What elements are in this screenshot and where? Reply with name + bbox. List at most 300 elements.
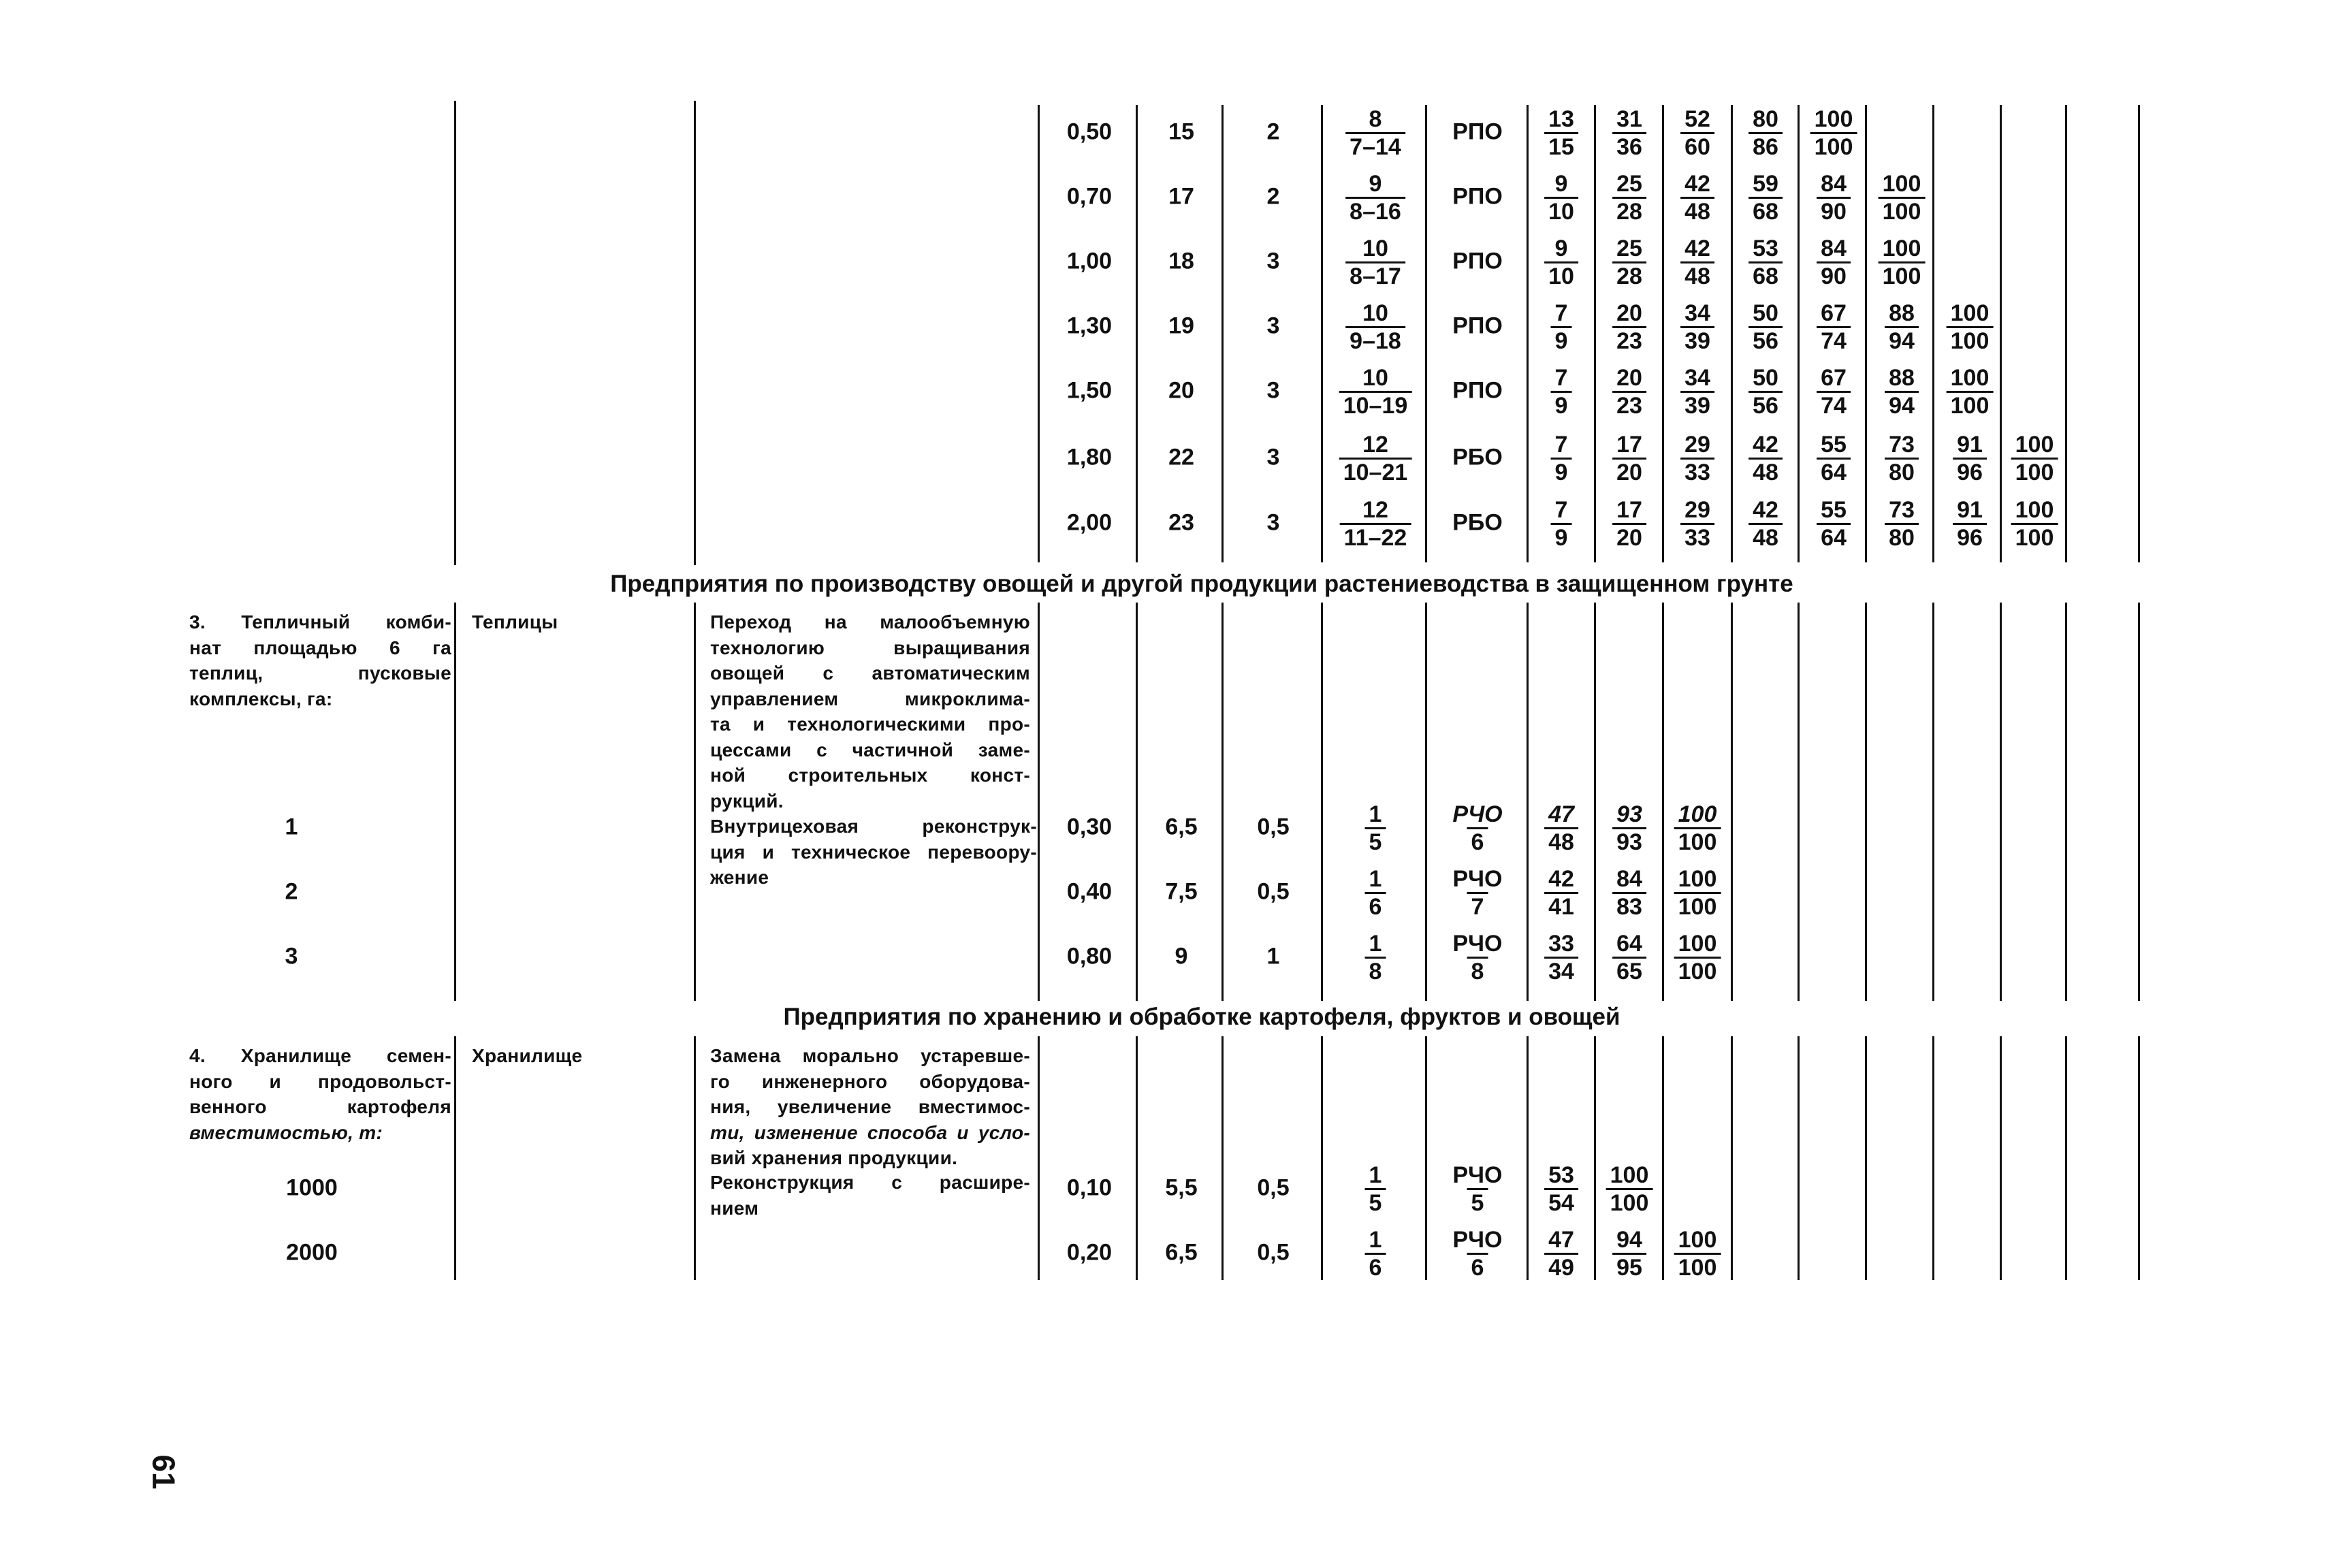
column-rule bbox=[1932, 603, 1934, 1001]
value-3: 3 bbox=[1266, 313, 1280, 339]
fraction-denominator: 9 bbox=[1551, 326, 1572, 354]
fraction-denominator: 9 bbox=[1551, 391, 1572, 419]
fraction-numerator: 73 bbox=[1889, 497, 1915, 523]
value-3: 0,5 bbox=[1257, 1239, 1290, 1266]
value-3: 2 bbox=[1266, 183, 1280, 210]
fraction-denominator: 74 bbox=[1817, 391, 1851, 419]
percent-fraction bbox=[1674, 801, 1721, 855]
fraction-denominator: 5 bbox=[1467, 1188, 1488, 1216]
fraction-numerator: 12 bbox=[1362, 432, 1388, 458]
fraction-denominator: 94 bbox=[1885, 391, 1919, 419]
fraction-numerator: 42 bbox=[1684, 236, 1710, 261]
value-2: 7,5 bbox=[1165, 878, 1198, 905]
percent-fraction bbox=[1544, 171, 1578, 225]
text-line: цессами с частичной заме- bbox=[710, 739, 1030, 761]
percent-fraction bbox=[1612, 1227, 1646, 1281]
fraction-numerator: РЧО bbox=[1452, 801, 1503, 827]
percent-fraction bbox=[1551, 365, 1572, 419]
fraction-numerator: 73 bbox=[1889, 432, 1915, 458]
fraction-numerator: 50 bbox=[1753, 300, 1778, 326]
duration-fraction bbox=[1345, 106, 1405, 160]
fraction-numerator: 42 bbox=[1753, 497, 1778, 523]
column-rule bbox=[1731, 603, 1733, 1001]
fraction-denominator: 94 bbox=[1885, 326, 1919, 354]
percent-fraction bbox=[1817, 497, 1851, 551]
column-rule bbox=[1221, 1036, 1224, 1280]
percent-fraction bbox=[1612, 432, 1646, 485]
fraction-numerator: 47 bbox=[1548, 1227, 1574, 1253]
percent-fraction bbox=[1879, 236, 1926, 289]
fraction-denominator: 48 bbox=[1748, 458, 1783, 485]
section-header-storage: Предприятия по хранению и обработке картофеля, фруктов и овощей bbox=[783, 1004, 1620, 1030]
fraction-denominator: 100 bbox=[1606, 1188, 1653, 1216]
fraction-denominator: 20 bbox=[1612, 523, 1646, 551]
percent-fraction bbox=[1810, 106, 1857, 160]
percent-fraction bbox=[1885, 365, 1919, 419]
value-2: 5,5 bbox=[1165, 1174, 1198, 1201]
text-line: Замена морально устаревше- bbox=[710, 1045, 1030, 1066]
duration-fraction bbox=[1339, 365, 1412, 419]
percent-fraction bbox=[1544, 236, 1578, 289]
fraction-numerator: 12 bbox=[1362, 497, 1388, 523]
value-2: 9 bbox=[1175, 943, 1188, 970]
column-rule bbox=[1038, 105, 1040, 562]
percent-fraction bbox=[1817, 432, 1851, 485]
percent-fraction bbox=[1612, 931, 1646, 985]
value-1: 0,30 bbox=[1066, 814, 1113, 840]
value-1: 1,50 bbox=[1066, 377, 1113, 404]
column-rule bbox=[2065, 1036, 2067, 1280]
fraction-numerator: 25 bbox=[1616, 171, 1642, 197]
fraction-numerator: 100 bbox=[1950, 365, 1990, 391]
column-rule bbox=[1425, 1036, 1427, 1280]
fraction-denominator: 41 bbox=[1544, 892, 1578, 920]
value-2: 15 bbox=[1168, 118, 1194, 145]
percent-fraction bbox=[1544, 931, 1578, 985]
method-code: РПО bbox=[1452, 377, 1503, 404]
fraction-numerator: 80 bbox=[1753, 106, 1778, 132]
fraction-denominator: 9 bbox=[1551, 523, 1572, 551]
section-header-greenhouse: Предприятия по производству овощей и другой продукции растениеводства в защищенном грунте bbox=[610, 571, 1793, 597]
fraction-numerator: РЧО bbox=[1452, 1162, 1503, 1188]
duration-fraction bbox=[1340, 497, 1411, 551]
value-1: 0,10 bbox=[1066, 1174, 1113, 1201]
percent-fraction bbox=[1680, 432, 1714, 485]
fraction-numerator: 88 bbox=[1889, 365, 1915, 391]
value-3: 3 bbox=[1266, 377, 1280, 404]
fraction-denominator: 33 bbox=[1680, 523, 1714, 551]
fraction-numerator: 94 bbox=[1616, 1227, 1642, 1253]
text-line: технологию выращивания bbox=[710, 637, 1030, 658]
percent-fraction bbox=[1817, 365, 1851, 419]
column-rule bbox=[1425, 603, 1427, 1001]
fraction-numerator: 17 bbox=[1616, 497, 1642, 523]
percent-fraction bbox=[2011, 432, 2058, 485]
fraction-numerator: 100 bbox=[2015, 497, 2054, 523]
fraction-denominator: 83 bbox=[1612, 892, 1646, 920]
value-3: 3 bbox=[1266, 509, 1280, 536]
duration-fraction bbox=[1345, 300, 1405, 354]
column-rule bbox=[2000, 1036, 2002, 1280]
fraction-denominator: 100 bbox=[1879, 261, 1926, 289]
value-1: 0,50 bbox=[1066, 118, 1113, 145]
fraction-denominator: 39 bbox=[1680, 326, 1714, 354]
fraction-denominator: 54 bbox=[1544, 1188, 1578, 1216]
value-2: 18 bbox=[1168, 248, 1194, 274]
method-fraction bbox=[1448, 1162, 1506, 1216]
value-2: 20 bbox=[1168, 377, 1194, 404]
percent-fraction bbox=[1680, 236, 1714, 289]
fraction-denominator: 39 bbox=[1680, 391, 1714, 419]
measure-description-2 bbox=[710, 1170, 1030, 1221]
fraction-numerator: 88 bbox=[1889, 300, 1915, 326]
value-1: 1,80 bbox=[1066, 444, 1113, 470]
fraction-denominator: 8 bbox=[1467, 957, 1488, 985]
column-rule bbox=[2138, 1036, 2140, 1280]
fraction-numerator: 10 bbox=[1362, 365, 1388, 391]
column-rule bbox=[1662, 1036, 1664, 1280]
text-line: ния, увеличение вместимос- bbox=[710, 1096, 1030, 1117]
column-rule bbox=[1594, 105, 1596, 562]
fraction-denominator: 100 bbox=[1947, 326, 1994, 354]
fraction-numerator: 25 bbox=[1616, 236, 1642, 261]
percent-fraction bbox=[2011, 497, 2058, 551]
column-rule bbox=[1136, 1036, 1138, 1280]
duration-fraction bbox=[1365, 931, 1386, 985]
fraction-denominator: 48 bbox=[1544, 827, 1578, 855]
fraction-numerator: 42 bbox=[1753, 432, 1778, 458]
fraction-numerator: 59 bbox=[1753, 171, 1778, 197]
column-rule bbox=[454, 101, 456, 565]
fraction-denominator: 23 bbox=[1612, 326, 1646, 354]
column-rule bbox=[694, 603, 696, 1001]
fraction-numerator: 1 bbox=[1369, 1162, 1382, 1188]
fraction-numerator: 100 bbox=[1678, 801, 1717, 827]
percent-fraction bbox=[1680, 171, 1714, 225]
fraction-numerator: 9 bbox=[1369, 171, 1382, 197]
percent-fraction bbox=[1544, 1227, 1578, 1281]
percent-fraction bbox=[1674, 866, 1721, 920]
fraction-denominator: 36 bbox=[1612, 132, 1646, 160]
fraction-numerator: 7 bbox=[1554, 497, 1568, 523]
object-title bbox=[189, 1043, 451, 1145]
fraction-numerator: 1 bbox=[1369, 931, 1382, 957]
column-rule bbox=[1662, 603, 1664, 1001]
duration-fraction bbox=[1365, 866, 1386, 920]
value-1: 1,00 bbox=[1066, 248, 1113, 274]
fraction-numerator: 17 bbox=[1616, 432, 1642, 458]
fraction-numerator: 100 bbox=[1882, 236, 1921, 261]
duration-fraction bbox=[1345, 171, 1405, 225]
percent-fraction bbox=[1947, 365, 1994, 419]
column-rule bbox=[1798, 1036, 1800, 1280]
percent-fraction bbox=[1612, 365, 1646, 419]
percent-fraction bbox=[1680, 365, 1714, 419]
percent-fraction bbox=[1879, 171, 1926, 225]
row-label: 1 bbox=[285, 814, 298, 840]
text-line: нат площадью 6 га bbox=[189, 637, 451, 658]
text-line: нием bbox=[710, 1197, 759, 1219]
text-line: та и технологическими про- bbox=[710, 714, 1030, 735]
fraction-numerator: 52 bbox=[1684, 106, 1710, 132]
text-line: 4. Хранилище семен- bbox=[189, 1045, 451, 1066]
text-line: теплиц, пусковые bbox=[189, 662, 451, 684]
fraction-denominator: 56 bbox=[1748, 326, 1783, 354]
column-rule bbox=[2065, 105, 2067, 562]
fraction-numerator: 64 bbox=[1616, 931, 1642, 957]
object-type: Теплицы bbox=[472, 611, 558, 633]
fraction-denominator: 9 bbox=[1551, 458, 1572, 485]
fraction-numerator: 100 bbox=[2015, 432, 2054, 458]
value-2: 6,5 bbox=[1165, 814, 1198, 840]
percent-fraction bbox=[1748, 106, 1783, 160]
column-rule bbox=[1527, 603, 1529, 1001]
fraction-denominator: 68 bbox=[1748, 197, 1783, 225]
fraction-numerator: 67 bbox=[1821, 300, 1847, 326]
fraction-numerator: 31 bbox=[1616, 106, 1642, 132]
column-rule bbox=[2000, 603, 2002, 1001]
method-fraction bbox=[1448, 866, 1506, 920]
page-number: 61 bbox=[146, 1454, 182, 1490]
text-line: Внутрицеховая реконструк- bbox=[710, 816, 1037, 837]
percent-fraction bbox=[1748, 497, 1783, 551]
column-rule bbox=[1865, 603, 1867, 1001]
percent-fraction bbox=[1680, 300, 1714, 354]
value-3: 0,5 bbox=[1257, 1174, 1290, 1201]
fraction-denominator: 6 bbox=[1467, 827, 1488, 855]
text-line: ти, изменение способа и усло- bbox=[710, 1121, 1030, 1143]
fraction-denominator: 90 bbox=[1817, 261, 1851, 289]
value-3: 3 bbox=[1266, 444, 1280, 470]
fraction-denominator: 8–17 bbox=[1345, 261, 1405, 289]
text-line: ной строительных конст- bbox=[710, 765, 1030, 786]
fraction-denominator: 100 bbox=[1674, 827, 1721, 855]
fraction-numerator: 10 bbox=[1362, 300, 1388, 326]
fraction-denominator: 10–19 bbox=[1339, 391, 1412, 419]
fraction-numerator: 7 bbox=[1554, 365, 1568, 391]
column-rule bbox=[1932, 1036, 1934, 1280]
fraction-denominator: 23 bbox=[1612, 391, 1646, 419]
fraction-denominator: 100 bbox=[1879, 197, 1926, 225]
fraction-numerator: 13 bbox=[1548, 106, 1574, 132]
fraction-numerator: 33 bbox=[1548, 931, 1574, 957]
fraction-numerator: 7 bbox=[1554, 300, 1568, 326]
fraction-denominator: 100 bbox=[2011, 523, 2058, 551]
fraction-numerator: 100 bbox=[1950, 300, 1990, 326]
column-rule bbox=[1321, 603, 1323, 1001]
fraction-numerator: 100 bbox=[1882, 171, 1921, 197]
row-label: 3 bbox=[285, 943, 298, 970]
row-label: 2 bbox=[285, 878, 298, 905]
value-2: 6,5 bbox=[1165, 1239, 1198, 1266]
percent-fraction bbox=[1544, 106, 1578, 160]
fraction-numerator: 100 bbox=[1610, 1162, 1649, 1188]
value-2: 17 bbox=[1168, 183, 1194, 210]
fraction-numerator: 100 bbox=[1678, 1227, 1717, 1253]
percent-fraction bbox=[1680, 497, 1714, 551]
fraction-numerator: 53 bbox=[1548, 1162, 1574, 1188]
fraction-denominator: 48 bbox=[1680, 261, 1714, 289]
percent-fraction bbox=[1544, 801, 1578, 855]
text-line: овощей с автоматическим bbox=[710, 662, 1030, 684]
percent-fraction bbox=[1817, 300, 1851, 354]
fraction-numerator: 67 bbox=[1821, 365, 1847, 391]
fraction-denominator: 68 bbox=[1748, 261, 1783, 289]
text-line: жение bbox=[710, 867, 769, 888]
value-1: 0,40 bbox=[1066, 878, 1113, 905]
percent-fraction bbox=[1748, 365, 1783, 419]
percent-fraction bbox=[1612, 300, 1646, 354]
method-code: РПО bbox=[1452, 183, 1503, 210]
fraction-numerator: 55 bbox=[1821, 432, 1847, 458]
value-2: 19 bbox=[1168, 313, 1194, 339]
fraction-numerator: 93 bbox=[1616, 801, 1642, 827]
fraction-denominator: 48 bbox=[1748, 523, 1783, 551]
value-1: 0,20 bbox=[1066, 1239, 1113, 1266]
fraction-denominator: 93 bbox=[1612, 827, 1646, 855]
fraction-denominator: 74 bbox=[1817, 326, 1851, 354]
fraction-numerator: 20 bbox=[1616, 365, 1642, 391]
percent-fraction bbox=[1551, 300, 1572, 354]
fraction-denominator: 80 bbox=[1885, 458, 1919, 485]
fraction-numerator: 53 bbox=[1753, 236, 1778, 261]
fraction-numerator: 7 bbox=[1554, 432, 1568, 458]
percent-fraction bbox=[1885, 497, 1919, 551]
value-1: 0,80 bbox=[1066, 943, 1113, 970]
percent-fraction bbox=[1953, 432, 1987, 485]
method-code: РПО bbox=[1452, 118, 1503, 145]
column-rule bbox=[1038, 1036, 1040, 1280]
column-rule bbox=[1425, 105, 1427, 562]
fraction-denominator: 9–18 bbox=[1345, 326, 1405, 354]
percent-fraction bbox=[1748, 300, 1783, 354]
method-code: РПО bbox=[1452, 248, 1503, 274]
percent-fraction bbox=[1612, 106, 1646, 160]
fraction-numerator: 91 bbox=[1957, 432, 1983, 458]
column-rule bbox=[1594, 603, 1596, 1001]
fraction-numerator: 100 bbox=[1814, 106, 1853, 132]
percent-fraction bbox=[1817, 236, 1851, 289]
percent-fraction bbox=[1817, 171, 1851, 225]
duration-fraction bbox=[1365, 1227, 1386, 1281]
text-line: вий хранения продукции. bbox=[710, 1147, 958, 1168]
column-rule bbox=[1136, 603, 1138, 1001]
percent-fraction bbox=[1606, 1162, 1653, 1216]
percent-fraction bbox=[1885, 300, 1919, 354]
fraction-denominator: 100 bbox=[1947, 391, 1994, 419]
text-line: рукций. bbox=[710, 790, 784, 812]
fraction-denominator: 6 bbox=[1365, 892, 1386, 920]
percent-fraction bbox=[1612, 236, 1646, 289]
value-3: 1 bbox=[1266, 943, 1280, 970]
fraction-denominator: 95 bbox=[1612, 1253, 1646, 1281]
column-rule bbox=[694, 101, 696, 565]
value-2: 22 bbox=[1168, 444, 1194, 470]
column-rule bbox=[1594, 1036, 1596, 1280]
fraction-numerator: 47 bbox=[1548, 801, 1574, 827]
fraction-denominator: 64 bbox=[1817, 458, 1851, 485]
fraction-denominator: 28 bbox=[1612, 197, 1646, 225]
fraction-denominator: 100 bbox=[1810, 132, 1857, 160]
fraction-denominator: 15 bbox=[1544, 132, 1578, 160]
fraction-denominator: 56 bbox=[1748, 391, 1783, 419]
column-rule bbox=[1865, 105, 1867, 562]
column-rule bbox=[2138, 105, 2140, 562]
column-rule bbox=[1321, 105, 1323, 562]
column-rule bbox=[1731, 105, 1733, 562]
fraction-denominator: 5 bbox=[1365, 827, 1386, 855]
column-rule bbox=[1527, 1036, 1529, 1280]
fraction-numerator: 1 bbox=[1369, 1227, 1382, 1253]
fraction-numerator: 100 bbox=[1678, 866, 1717, 892]
fraction-denominator: 96 bbox=[1953, 458, 1987, 485]
percent-fraction bbox=[1612, 866, 1646, 920]
measure-description-2 bbox=[710, 814, 1037, 891]
column-rule bbox=[1798, 105, 1800, 562]
column-rule bbox=[2000, 105, 2002, 562]
measure-description bbox=[710, 1043, 1030, 1171]
fraction-denominator: 6 bbox=[1467, 1253, 1488, 1281]
percent-fraction bbox=[1612, 171, 1646, 225]
text-line: ного и продовольст- bbox=[189, 1070, 451, 1092]
text-line: Переход на малообъемную bbox=[710, 611, 1030, 633]
method-fraction bbox=[1448, 1227, 1506, 1281]
percent-fraction bbox=[1748, 236, 1783, 289]
column-rule bbox=[1662, 105, 1664, 562]
percent-fraction bbox=[1947, 300, 1994, 354]
value-1: 1,30 bbox=[1066, 313, 1113, 339]
percent-fraction bbox=[1674, 1227, 1721, 1281]
text-line: 3. Тепличный комби- bbox=[189, 611, 451, 633]
text-line: комплексы, га: bbox=[189, 688, 333, 709]
percent-fraction bbox=[1551, 497, 1572, 551]
fraction-denominator: 20 bbox=[1612, 458, 1646, 485]
percent-fraction bbox=[1748, 171, 1783, 225]
fraction-numerator: 84 bbox=[1821, 171, 1847, 197]
text-line: венного картофеля bbox=[189, 1096, 451, 1117]
fraction-numerator: РЧО bbox=[1452, 1227, 1503, 1253]
fraction-denominator: 90 bbox=[1817, 197, 1851, 225]
percent-fraction bbox=[1748, 432, 1783, 485]
text-line: ция и техническое перевоору- bbox=[710, 841, 1037, 863]
fraction-denominator: 11–22 bbox=[1340, 523, 1411, 551]
percent-fraction bbox=[1953, 497, 1987, 551]
percent-fraction bbox=[1885, 432, 1919, 485]
text-line: Реконструкция с расшире- bbox=[710, 1172, 1030, 1193]
method-fraction bbox=[1448, 801, 1506, 855]
fraction-denominator: 6 bbox=[1365, 1253, 1386, 1281]
object-type: Хранилище bbox=[472, 1045, 583, 1066]
fraction-numerator: 50 bbox=[1753, 365, 1778, 391]
fraction-denominator: 5 bbox=[1365, 1188, 1386, 1216]
column-rule bbox=[694, 1036, 696, 1280]
column-rule bbox=[1038, 603, 1040, 1001]
fraction-denominator: 49 bbox=[1544, 1253, 1578, 1281]
row-label: 2000 bbox=[286, 1239, 338, 1266]
percent-fraction bbox=[1612, 801, 1646, 855]
fraction-numerator: 100 bbox=[1678, 931, 1717, 957]
column-rule bbox=[1221, 105, 1224, 562]
percent-fraction bbox=[1544, 866, 1578, 920]
fraction-denominator: 10–21 bbox=[1339, 458, 1412, 485]
percent-fraction bbox=[1551, 432, 1572, 485]
fraction-numerator: РЧО bbox=[1452, 931, 1503, 957]
row-label: 1000 bbox=[286, 1174, 338, 1201]
fraction-numerator: РЧО bbox=[1452, 866, 1503, 892]
column-rule bbox=[1932, 105, 1934, 562]
duration-fraction bbox=[1339, 432, 1412, 485]
fraction-denominator: 7–14 bbox=[1345, 132, 1405, 160]
